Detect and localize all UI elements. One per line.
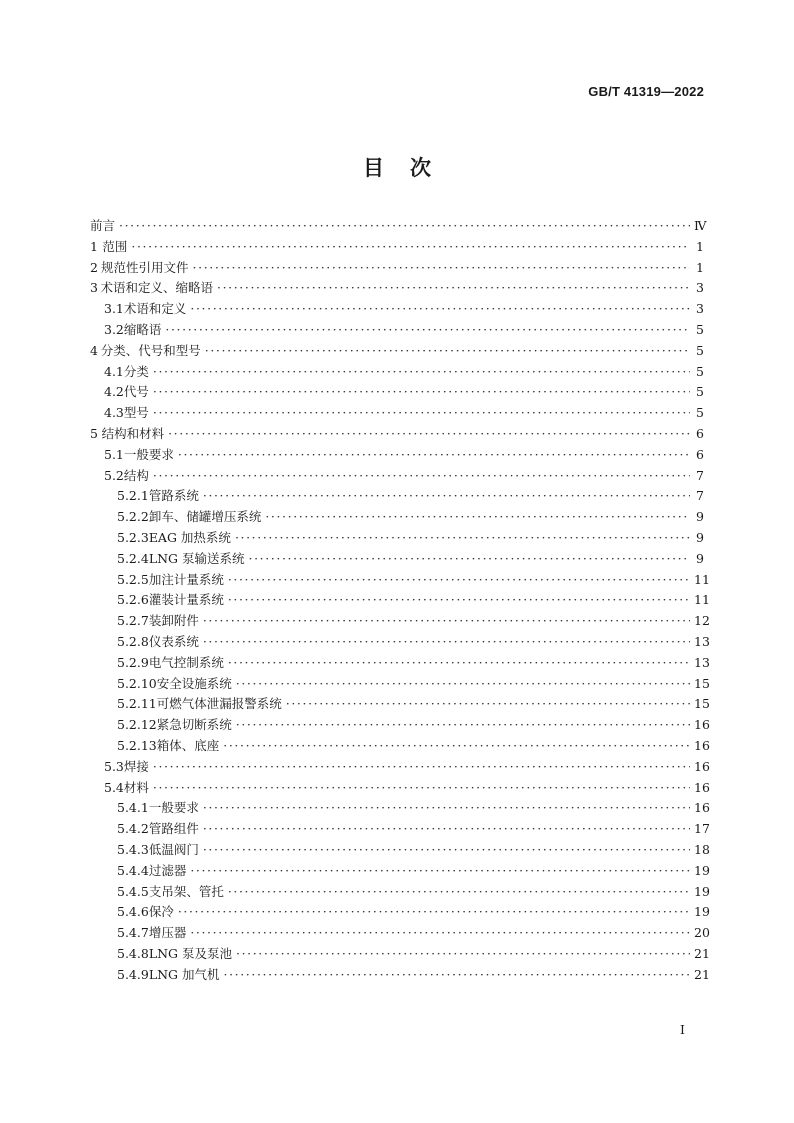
toc-entry-title: 前言 xyxy=(90,218,116,233)
toc-entry-title: 规范性引用文件 xyxy=(101,259,189,275)
toc-entry[interactable] xyxy=(90,944,710,965)
toc-title-char: 目 xyxy=(363,155,384,180)
toc-leader-dots xyxy=(153,405,690,420)
toc-entry-title: LNG 加气机 xyxy=(148,966,220,982)
toc-leader-dots xyxy=(119,218,690,233)
toc-entry[interactable] xyxy=(90,861,710,882)
toc-leader-dots xyxy=(235,530,690,545)
toc-entry-number: 5.2 xyxy=(104,467,124,483)
toc-entry-page: 3 xyxy=(696,301,704,317)
toc-leader-dots xyxy=(168,426,690,441)
toc-entry[interactable] xyxy=(90,445,704,466)
toc-entry[interactable] xyxy=(90,715,710,736)
toc-entry-number: 5.2.2 xyxy=(117,509,149,525)
toc-entry[interactable] xyxy=(90,674,710,695)
toc-entry-title: 可燃气体泄漏报警系统 xyxy=(156,696,282,712)
toc-entry-number: 5.2.7 xyxy=(117,613,149,629)
toc-entry-page: 19 xyxy=(694,883,710,899)
toc-entry-page: 7 xyxy=(696,488,704,504)
toc-entry[interactable] xyxy=(90,528,704,549)
toc-leader-dots xyxy=(265,509,690,524)
toc-leader-dots xyxy=(236,946,690,961)
toc-entry-page: 11 xyxy=(694,592,710,608)
page-number: I xyxy=(680,1022,685,1037)
toc-entry-page: 6 xyxy=(696,446,704,462)
toc-leader-dots xyxy=(153,780,690,795)
toc-entry-number: 5.4.3 xyxy=(117,841,149,857)
toc-entry-number: 5.1 xyxy=(104,446,124,462)
toc-entry-title: 支吊架、管托 xyxy=(148,883,224,899)
toc-entry-number: 3 xyxy=(90,280,98,296)
toc-entry[interactable] xyxy=(90,486,704,507)
toc-leader-dots xyxy=(178,904,690,919)
toc-entry-number: 5.3 xyxy=(104,758,124,774)
toc-entry-page: 5 xyxy=(696,363,704,379)
toc-entry[interactable] xyxy=(90,757,710,778)
toc-leader-dots xyxy=(203,634,690,649)
toc-entry-page: 19 xyxy=(694,904,710,920)
toc-entry-number: 4.3 xyxy=(104,405,124,421)
toc-entry-page: 15 xyxy=(694,675,710,691)
document-code: GB/T 41319—2022 xyxy=(588,84,704,99)
toc-entry-title: 结构和材料 xyxy=(101,425,165,441)
toc-leader-dots xyxy=(228,655,690,670)
toc-entry-number: 5.4.7 xyxy=(117,925,149,941)
toc-leader-dots xyxy=(203,613,690,628)
toc-entry-title: EAG 加热系统 xyxy=(148,529,231,545)
toc-entry[interactable] xyxy=(90,403,704,424)
toc-entry-number: 5.2.11 xyxy=(117,696,157,712)
toc-entry-page: 1 xyxy=(696,238,704,254)
toc-entry-title: 缩略语 xyxy=(123,321,162,337)
toc-entry-title: 箱体、底座 xyxy=(156,737,220,753)
toc-entry-page: 19 xyxy=(694,862,710,878)
toc-leader-dots xyxy=(228,572,690,587)
toc-entry-page: 21 xyxy=(694,945,710,961)
toc-entry[interactable] xyxy=(90,632,710,653)
toc-leader-dots xyxy=(249,551,690,566)
toc-entry-page: 15 xyxy=(694,696,710,712)
toc-entry-number: 5.2.13 xyxy=(117,737,157,753)
toc-entry-title: 管路组件 xyxy=(148,821,199,837)
toc-leader-dots xyxy=(153,384,690,399)
toc-entry-number: 1 xyxy=(90,238,98,254)
toc-entry-title: 低温阀门 xyxy=(148,841,199,857)
toc-entry-title: 卸车、储罐增压系统 xyxy=(148,509,262,525)
toc-leader-dots xyxy=(190,863,690,878)
toc-entry-page: 13 xyxy=(694,633,710,649)
toc-leader-dots xyxy=(224,967,690,982)
toc-entry-title: 术语和定义、缩略语 xyxy=(100,280,213,296)
toc-entry[interactable] xyxy=(90,278,704,299)
toc-entry-number: 2 xyxy=(90,259,98,275)
toc-entry[interactable] xyxy=(90,840,710,861)
toc-entry[interactable] xyxy=(90,965,710,986)
toc-entry-page: 13 xyxy=(694,654,710,670)
toc-entry-title: LNG 泵及泵池 xyxy=(148,945,233,961)
toc-entry[interactable] xyxy=(90,216,707,237)
toc-entry-title: 灌装计量系统 xyxy=(148,592,224,608)
toc-entry-number: 4 xyxy=(90,342,98,358)
toc-entry-page: 11 xyxy=(694,571,710,587)
toc-entry[interactable] xyxy=(90,590,710,611)
toc-entry-title: 分类 xyxy=(123,363,149,379)
toc-entry-page: 16 xyxy=(694,800,710,816)
toc-leader-dots xyxy=(131,239,690,254)
toc-entry-number: 5.2.5 xyxy=(117,571,149,587)
toc-entry-title: 一般要求 xyxy=(148,800,199,816)
toc-entry[interactable] xyxy=(90,570,710,591)
toc-entry[interactable] xyxy=(90,320,704,341)
toc-entry-number: 5.2.6 xyxy=(117,592,149,608)
toc-entry-page: 16 xyxy=(694,758,710,774)
toc-entry-number: 3.2 xyxy=(104,321,124,337)
toc-entry[interactable] xyxy=(90,736,710,757)
toc-entry-number: 5.4.9 xyxy=(117,966,149,982)
toc-title-char: 次 xyxy=(410,155,431,180)
toc-entry[interactable] xyxy=(90,237,704,258)
toc-entry-number: 5.4.4 xyxy=(117,862,149,878)
toc-entry[interactable] xyxy=(90,341,704,362)
toc-entry[interactable] xyxy=(90,778,710,799)
toc-entry[interactable] xyxy=(90,507,704,528)
toc-entry-number: 5.2.12 xyxy=(117,717,157,733)
toc-entry-page: 20 xyxy=(694,925,710,941)
toc-entry-title: 术语和定义 xyxy=(123,301,187,317)
toc-entry-number: 3.1 xyxy=(104,301,124,317)
toc-title xyxy=(0,152,794,182)
toc-entry[interactable] xyxy=(90,258,704,279)
toc-leader-dots xyxy=(203,821,690,836)
toc-entry-number: 5.4.8 xyxy=(117,945,149,961)
toc-leader-dots xyxy=(178,447,690,462)
toc-entry-title: 结构 xyxy=(123,467,149,483)
toc-entry-page: 9 xyxy=(696,509,704,525)
toc-entry-title: 代号 xyxy=(123,384,149,400)
toc-leader-dots xyxy=(286,696,690,711)
toc-entry-page: Ⅳ xyxy=(694,218,707,233)
toc-entry-page: 16 xyxy=(694,737,710,753)
toc-entry-title: 管路系统 xyxy=(148,488,199,504)
toc-leader-dots xyxy=(153,468,690,483)
toc-entry-number: 5.4.1 xyxy=(117,800,149,816)
toc-leader-dots xyxy=(203,488,690,503)
table-of-contents xyxy=(90,216,710,985)
toc-entry-number: 5.4.6 xyxy=(117,904,149,920)
toc-entry-page: 5 xyxy=(696,384,704,400)
toc-entry[interactable] xyxy=(90,798,710,819)
toc-entry[interactable] xyxy=(90,362,704,383)
toc-leader-dots xyxy=(217,280,690,295)
toc-entry-page: 1 xyxy=(696,259,704,275)
toc-entry-number: 4.2 xyxy=(104,384,124,400)
toc-entry-title: 型号 xyxy=(123,405,149,421)
toc-entry-page: 18 xyxy=(694,841,710,857)
toc-entry[interactable] xyxy=(90,466,704,487)
toc-entry-page: 5 xyxy=(696,342,704,358)
toc-leader-dots xyxy=(203,842,690,857)
toc-entry-page: 9 xyxy=(696,550,704,566)
toc-entry-title: 材料 xyxy=(123,779,149,795)
toc-entry[interactable] xyxy=(90,902,710,923)
toc-entry[interactable] xyxy=(90,923,710,944)
toc-entry[interactable] xyxy=(90,611,710,632)
toc-leader-dots xyxy=(153,759,690,774)
toc-entry-number: 5.2.8 xyxy=(117,633,149,649)
toc-leader-dots xyxy=(193,260,690,275)
toc-entry-page: 9 xyxy=(696,529,704,545)
toc-entry[interactable] xyxy=(90,882,710,903)
toc-entry-title: 保冷 xyxy=(148,904,174,920)
toc-entry-page: 21 xyxy=(694,966,710,982)
toc-entry[interactable] xyxy=(90,819,710,840)
toc-entry-page: 3 xyxy=(696,280,704,296)
toc-entry-number: 5.2.4 xyxy=(117,550,149,566)
toc-entry-page: 5 xyxy=(696,321,704,337)
toc-entry-number: 5.2.10 xyxy=(117,675,157,691)
toc-entry[interactable] xyxy=(90,549,704,570)
toc-leader-dots xyxy=(223,738,690,753)
toc-entry[interactable] xyxy=(90,694,710,715)
toc-entry-page: 16 xyxy=(694,779,710,795)
toc-leader-dots xyxy=(236,676,690,691)
toc-entry-title: 紧急切断系统 xyxy=(156,717,232,733)
toc-leader-dots xyxy=(236,717,690,732)
toc-entry-page: 5 xyxy=(696,405,704,421)
toc-entry-title: 分类、代号和型号 xyxy=(100,342,201,358)
toc-entry-title: 过滤器 xyxy=(148,862,187,878)
toc-entry-title: 增压器 xyxy=(148,925,187,941)
toc-leader-dots xyxy=(228,884,690,899)
toc-entry-title: 安全设施系统 xyxy=(156,675,232,691)
toc-leader-dots xyxy=(228,592,690,607)
toc-entry-title: 范围 xyxy=(102,238,128,254)
toc-entry[interactable] xyxy=(90,424,704,445)
toc-leader-dots xyxy=(153,364,690,379)
toc-leader-dots xyxy=(190,301,690,316)
toc-entry[interactable] xyxy=(90,382,704,403)
toc-entry-page: 12 xyxy=(694,613,710,629)
toc-entry-number: 5.4.5 xyxy=(117,883,149,899)
toc-entry-number: 4.1 xyxy=(104,363,124,379)
toc-entry-page: 7 xyxy=(696,467,704,483)
toc-entry-number: 5.4 xyxy=(104,779,124,795)
toc-entry-title: 焊接 xyxy=(123,758,149,774)
toc-entry-number: 5 xyxy=(90,425,98,441)
toc-entry-title: 装卸附件 xyxy=(148,613,199,629)
toc-entry-number: 5.2.9 xyxy=(117,654,149,670)
toc-entry-title: 仪表系统 xyxy=(148,633,199,649)
toc-entry-number: 5.2.3 xyxy=(117,529,149,545)
toc-entry[interactable] xyxy=(90,653,710,674)
toc-entry-page: 6 xyxy=(696,425,704,441)
toc-leader-dots xyxy=(205,343,690,358)
toc-entry-title: 电气控制系统 xyxy=(148,654,224,670)
toc-entry-title: LNG 泵输送系统 xyxy=(148,550,245,566)
toc-entry-number: 5.4.2 xyxy=(117,821,149,837)
toc-entry-page: 16 xyxy=(694,717,710,733)
toc-entry-number: 5.2.1 xyxy=(117,488,149,504)
toc-entry-page: 17 xyxy=(694,821,710,837)
toc-leader-dots xyxy=(190,925,690,940)
toc-leader-dots xyxy=(165,322,690,337)
toc-entry[interactable] xyxy=(90,299,704,320)
toc-entry-title: 加注计量系统 xyxy=(148,571,224,587)
toc-leader-dots xyxy=(203,800,690,815)
toc-entry-title: 一般要求 xyxy=(123,446,174,462)
